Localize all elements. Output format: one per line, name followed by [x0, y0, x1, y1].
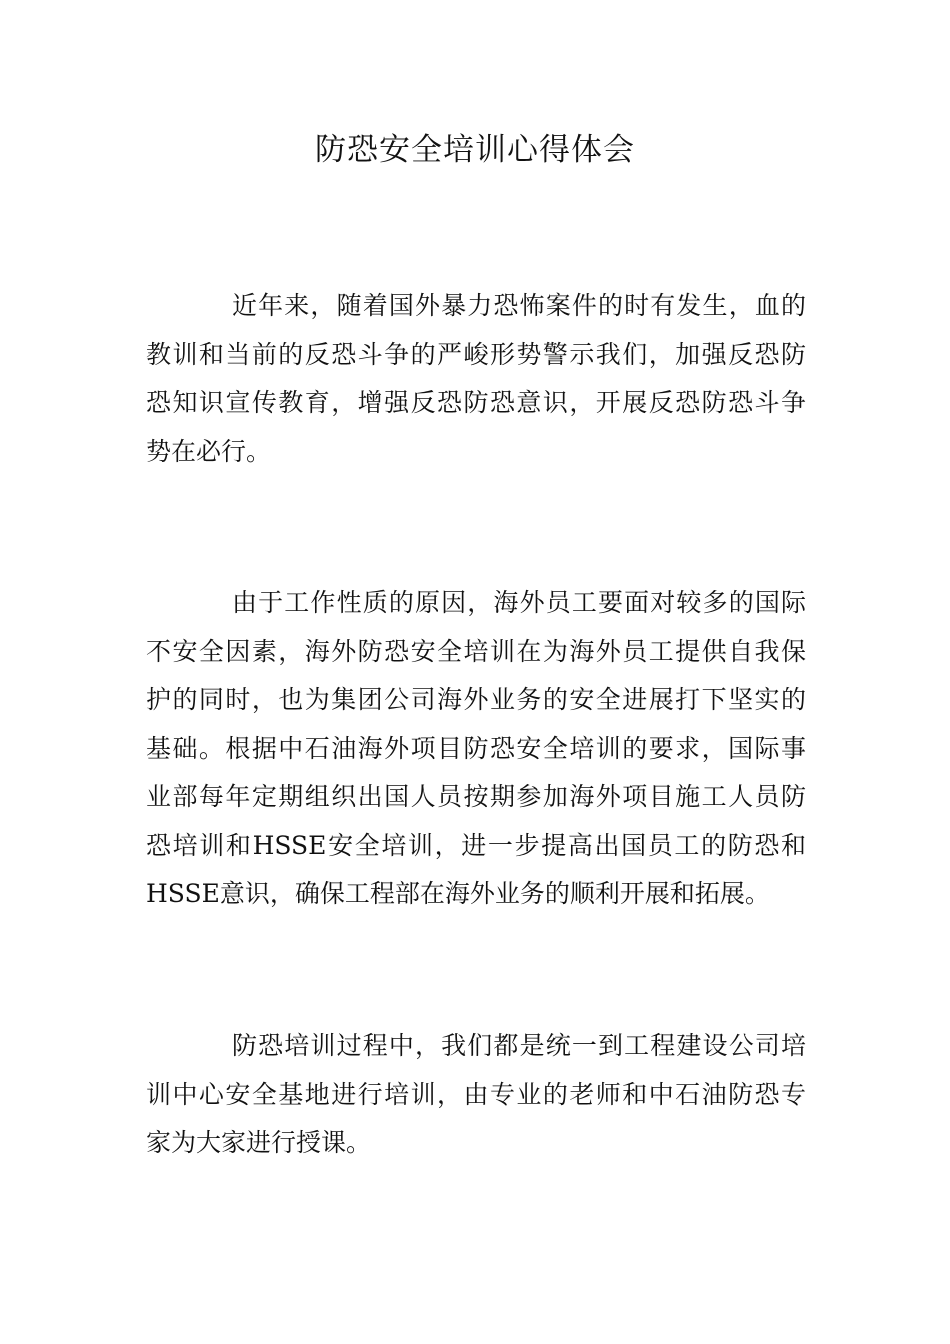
paragraph-line: 防恐培训过程中，我们都是统一到工程建设公司培: [232, 1031, 806, 1060]
paragraph-line: 势在必行。: [146, 436, 272, 466]
paragraph-line: 护的同时，也为集团公司海外业务的安全进展打下坚实的: [146, 685, 806, 714]
paragraph-line: 业部每年定期组织出国人员按期参加海外项目施工人员防: [146, 782, 806, 811]
paragraph-2: [146, 579, 806, 919]
paragraph-line: 由于工作性质的原因，海外员工要面对较多的国际: [232, 588, 806, 617]
paragraph-line: 训中心安全基地进行培训，由专业的老师和中石油防恐专: [146, 1079, 806, 1109]
paragraph-line: 近年来，随着国外暴力恐怖案件的时有发生，血的: [232, 291, 806, 320]
paragraph-line: 教训和当前的反恐斗争的严峻形势警示我们，加强反恐防: [146, 339, 806, 369]
paragraph-line: 基础。根据中石油海外项目防恐安全培训的要求，国际事: [146, 733, 806, 763]
paragraph-line: HSSE意识，确保工程部在海外业务的顺利开展和拓展。: [146, 879, 770, 908]
paragraph-line: 恐培训和HSSE安全培训，进一步提高出国员工的防恐和: [146, 830, 806, 860]
paragraph-line: 恐知识宣传教育，增强反恐防恐意识，开展反恐防恐斗争: [146, 388, 806, 417]
document-title: 防恐安全培训心得体会: [315, 132, 635, 168]
paragraph-line: 家为大家进行授课。: [146, 1128, 372, 1157]
paragraph-1: [146, 282, 806, 476]
paragraph-3: [146, 1022, 806, 1168]
paragraph-line: 不安全因素，海外防恐安全培训在为海外员工提供自我保: [146, 636, 806, 666]
